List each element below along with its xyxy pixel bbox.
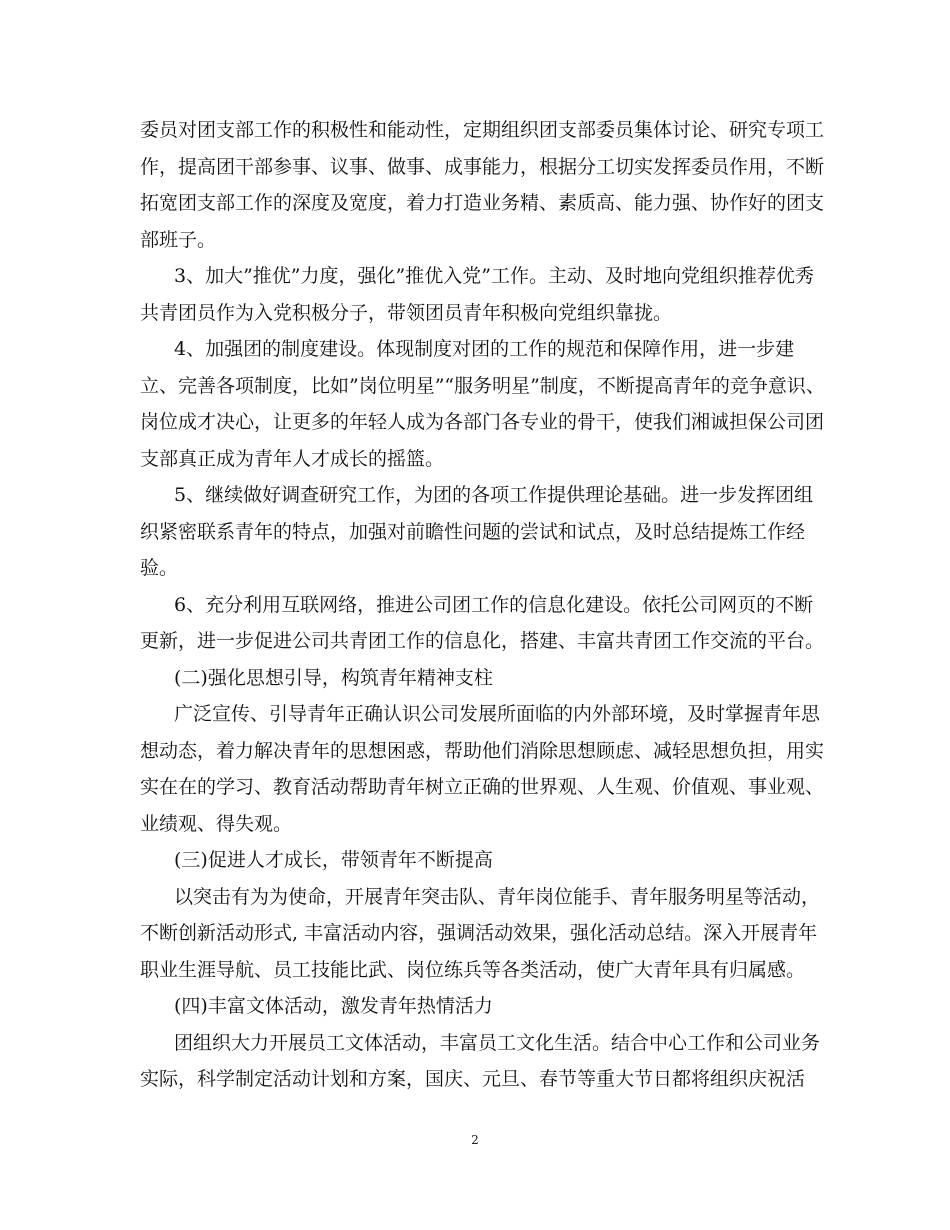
page-number: 2: [471, 1133, 479, 1147]
document-body: [140, 112, 825, 1098]
text-line: 职业生涯导航、员工技能比武、岗位练兵等各类活动，使广大青年具有归属感。: [140, 958, 806, 981]
text-line: 业绩观、得失观。: [140, 812, 293, 835]
text-line: 3、加大”推优”力度，强化”推优入党”工作。主动、及时地向党组织推荐优秀: [174, 265, 814, 287]
text-line: 委员对团支部工作的积极性和能动性，定期组织团支部委员集体讨论、研究专项工: [140, 119, 825, 141]
text-line: 5、继续做好调查研究工作，为团的各项工作提供理论基础。进一步发挥团组: [174, 484, 814, 506]
text-line: 6、充分利用互联网络，推进公司团工作的信息化建设。依托公司网页的不断: [174, 593, 814, 616]
text-line: 团组织大力开展员工文体活动，丰富员工文化生活。结合中心工作和公司业务: [174, 1031, 821, 1054]
text-line: 织紧密联系青年的特点，加强对前瞻性问题的尝试和试点，及时总结提炼工作经: [140, 520, 806, 543]
text-line: 验。: [140, 557, 179, 579]
text-line: 实际，科学制定活动计划和方案，国庆、元旦、春节等重大节日都将组织庆祝活: [140, 1068, 806, 1090]
text-line: 实在在的学习、教育活动帮助青年树立正确的世界观、人生观、价值观、事业观、: [140, 776, 825, 798]
text-line: 岗位成才决心，让更多的年轻人成为各部门各专业的骨干，使我们湘诚担保公司团: [140, 411, 825, 433]
text-line: 以突击有为为使命，开展青年突击队、青年岗位能手、青年服务明星等活动，: [174, 885, 821, 908]
text-line: 部班子。: [140, 228, 217, 251]
text-line: 作，提高团干部参事、议事、做事、成事能力，根据分工切实发挥委员作用，不断: [140, 155, 825, 178]
section-heading: (二)强化思想引导，构筑青年精神支柱: [174, 666, 493, 689]
text-line: 共青团员作为入党积极分子，带领团员青年积极向党组织靠拢。: [140, 301, 673, 324]
section-heading: (三)促进人才成长，带领青年不断提高: [174, 849, 493, 871]
text-line: 支部真正成为青年人才成长的摇篮。: [140, 447, 445, 470]
text-line: 拓宽团支部工作的深度及宽度，着力打造业务精、素质高、能力强、协作好的团支: [140, 192, 825, 214]
text-line: 想动态，着力解决青年的思想困惑，帮助他们消除思想顾虑、减轻思想负担，用实: [140, 739, 825, 762]
text-line: 立、完善各项制度，比如”岗位明星”“服务明星”制度，不断提高青年的竞争意识、: [140, 374, 825, 397]
text-line: 不断创新活动形式, 丰富活动内容，强调活动效果，强化活动总结。深入开展青年: [140, 922, 818, 944]
text-line: 更新，进一步促进公司共青团工作的信息化，搭建、丰富共青团工作交流的平台。: [140, 630, 825, 652]
section-heading: (四)丰富文体活动，激发青年热情活力: [174, 995, 493, 1017]
text-line: 4、加强团的制度建设。体现制度对团的工作的规范和保障作用，进一步建: [174, 338, 795, 360]
text-line: 广泛宣传、引导青年正确认识公司发展所面临的内外部环境，及时掌握青年思: [174, 703, 821, 725]
